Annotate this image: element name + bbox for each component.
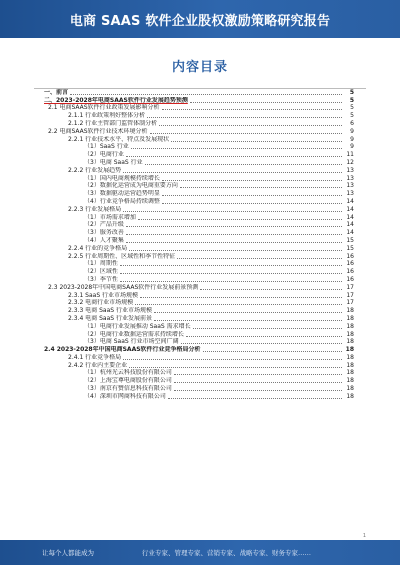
toc-entry-page: 18: [346, 361, 354, 369]
table-of-contents: [30, 88, 354, 400]
toc-entry[interactable]: [30, 361, 354, 369]
toc-entry[interactable]: [30, 275, 354, 283]
toc-leader-dots: [145, 159, 342, 165]
toc-entry-page: 5: [350, 104, 354, 112]
toc-entry-label: （2）上海宝尊电商股份有限公司: [84, 377, 172, 385]
footer-tagline: 行业专家、管理专家、营销专家、战略专家、财务专家……: [142, 549, 311, 557]
toc-leader-dots: [140, 292, 342, 298]
toc-entry[interactable]: [30, 252, 354, 260]
toc-entry-page: 14: [346, 229, 354, 237]
toc-leader-dots: [171, 136, 342, 142]
toc-entry[interactable]: [30, 119, 354, 127]
toc-entry[interactable]: [30, 306, 354, 314]
toc-entry-page: 16: [346, 268, 354, 276]
toc-entry-label: 2.4 2023-2028年中国电商SAAS软件行业竞争格局分析: [44, 346, 201, 354]
report-title: 电商 SAAS 软件企业股权激励策略研究报告: [69, 13, 331, 29]
toc-entry[interactable]: [30, 174, 354, 182]
toc-entry-label: 2.2.4 行业的竞争格局: [68, 244, 128, 252]
toc-entry-page: 13: [346, 174, 354, 182]
toc-entry-label: 2.3 2023-2028年中国电商SAAS软件行业发展前景预测: [48, 283, 199, 291]
toc-entry-label: 2.3.1 SaaS 行业市场规模: [68, 291, 139, 299]
toc-entry[interactable]: [30, 213, 354, 221]
toc-leader-dots: [126, 237, 342, 243]
toc-leader-dots: [147, 112, 342, 118]
toc-leader-dots: [174, 377, 342, 383]
toc-entry[interactable]: [30, 166, 354, 174]
toc-leader-dots: [123, 354, 342, 360]
toc-entry[interactable]: [30, 143, 354, 151]
toc-entry-label: （1）国内电商规模持续增长: [84, 174, 160, 182]
toc-leader-dots: [154, 315, 342, 321]
toc-entry-label: （3）季节性: [84, 275, 118, 283]
toc-entry-label: （3）电商 SaaS 行业市场空间广阔: [84, 338, 179, 346]
toc-entry-label: 2.1 电商SAAS软件行业政策发展影响分析: [48, 104, 160, 112]
toc-entry-page: 18: [346, 322, 354, 330]
toc-entry-label: （2）电商行业数据运营需求持续增长: [84, 330, 184, 338]
toc-leader-dots: [123, 167, 342, 173]
toc-entry-page: 5: [349, 96, 354, 104]
toc-entry-label: （2）数据化运营成为电商重要方向: [84, 182, 178, 190]
toc-leader-dots: [200, 284, 342, 290]
toc-entry-page: 18: [346, 338, 354, 346]
toc-entry-page: 16: [346, 275, 354, 283]
toc-entry[interactable]: [30, 322, 354, 330]
toc-entry[interactable]: [30, 291, 354, 299]
toc-entry-label: （2）区域性: [84, 268, 118, 276]
toc-leader-dots: [159, 120, 342, 126]
toc-leader-dots: [150, 128, 342, 134]
toc-entry-page: 5: [349, 88, 354, 96]
toc-entry-page: 18: [346, 353, 354, 361]
toc-entry-page: 16: [346, 252, 354, 260]
toc-entry[interactable]: [30, 189, 354, 197]
toc-entry-page: 14: [346, 197, 354, 205]
toc-entry[interactable]: [30, 345, 354, 353]
toc-leader-dots: [154, 307, 342, 313]
toc-entry[interactable]: [30, 338, 354, 346]
toc-entry-page: 17: [346, 291, 354, 299]
toc-entry-page: 5: [350, 112, 354, 120]
toc-entry-label: 2.1.2 行业主管部门监管体制分析: [68, 119, 158, 127]
toc-leader-dots: [129, 362, 342, 368]
toc-leader-dots: [186, 331, 342, 337]
toc-entry-page: 17: [346, 299, 354, 307]
toc-entry[interactable]: [30, 384, 354, 392]
toc-entry-page: 18: [346, 330, 354, 338]
toc-entry-label: （4）人才聚集: [84, 236, 124, 244]
toc-entry-label: 2.1.1 行业政策利好整体分析: [68, 112, 146, 120]
toc-entry-page: 15: [346, 236, 354, 244]
toc-entry-page: 18: [346, 392, 354, 400]
toc-entry-label: 2.2 电商SAAS软件行业技术环境分析: [48, 127, 148, 135]
toc-entry[interactable]: [30, 244, 354, 252]
toc-entry-page: 13: [346, 182, 354, 190]
toc-leader-dots: [126, 221, 342, 227]
toc-entry[interactable]: [30, 96, 354, 104]
toc-entry-page: 11: [346, 151, 354, 159]
toc-entry[interactable]: [30, 197, 354, 205]
toc-leader-dots: [129, 245, 342, 251]
toc-entry[interactable]: [30, 111, 354, 119]
toc-entry-page: 14: [346, 205, 354, 213]
toc-leader-dots: [120, 276, 342, 282]
toc-leader-dots: [162, 104, 342, 110]
toc-leader-dots: [70, 89, 342, 95]
toc-entry-label: （3）数据驱动运营趋势明显: [84, 190, 160, 198]
toc-leader-dots: [203, 346, 342, 352]
toc-leader-dots: [180, 182, 342, 188]
toc-leader-dots: [126, 229, 342, 235]
toc-entry-label: （4）行业竞争格局持续调整: [84, 197, 160, 205]
toc-entry-label: 2.2.2 行业发展趋势: [68, 166, 122, 174]
toc-leader-dots: [120, 260, 342, 266]
toc-leader-dots: [162, 175, 342, 181]
toc-entry-label: （1）市场需求增加: [84, 213, 136, 221]
toc-leader-dots: [162, 198, 342, 204]
toc-entry-label: （1）杭州光云科技股份有限公司: [84, 369, 172, 377]
toc-entry[interactable]: [30, 353, 354, 361]
footer-band: [0, 540, 400, 565]
toc-entry-page: 12: [346, 158, 354, 166]
toc-entry-page: 9: [350, 135, 354, 143]
toc-entry[interactable]: [30, 135, 354, 143]
toc-leader-dots: [181, 338, 342, 344]
toc-entry-page: 6: [350, 119, 354, 127]
toc-entry-label: （3）电商 SaaS 行业: [84, 158, 143, 166]
toc-entry-page: 18: [346, 369, 354, 377]
toc-entry-page: 14: [346, 213, 354, 221]
toc-entry-page: 18: [345, 346, 354, 354]
toc-entry[interactable]: [30, 104, 354, 112]
toc-entry-label: （2）电商行业: [84, 151, 124, 159]
toc-entry-label: 2.4.2 行业内主要企业: [68, 361, 128, 369]
toc-heading: 内容目录: [171, 60, 228, 75]
toc-entry-page: 17: [346, 283, 354, 291]
toc-entry-page: 13: [346, 166, 354, 174]
toc-entry[interactable]: [30, 205, 354, 213]
toc-entry[interactable]: [30, 221, 354, 229]
toc-entry-label: （2）产品升级: [84, 221, 124, 229]
toc-entry-page: 18: [346, 307, 354, 315]
toc-leader-dots: [174, 385, 342, 391]
toc-entry-page: 13: [346, 190, 354, 198]
toc-entry[interactable]: [30, 267, 354, 275]
toc-entry-label: 2.3.2 电商行业市场规模: [68, 299, 134, 307]
toc-entry[interactable]: [30, 392, 354, 400]
toc-entry-page: 14: [346, 221, 354, 229]
page-number: 1: [362, 533, 366, 539]
toc-entry[interactable]: [30, 260, 354, 268]
toc-entry-label: 2.2.3 行业发展格局: [68, 205, 122, 213]
toc-entry[interactable]: [30, 376, 354, 384]
toc-leader-dots: [126, 151, 342, 157]
toc-entry[interactable]: [30, 236, 354, 244]
toc-leader-dots: [120, 268, 342, 274]
toc-entry-label: （1）电商行业发展推动 SaaS 需求增长: [84, 322, 191, 330]
toc-entry-label: 2.3.3 电商 SaaS 行业市场规模: [68, 307, 152, 315]
toc-entry-label: 2.4.1 行业竞争格局: [68, 353, 122, 361]
toc-leader-dots: [177, 253, 342, 259]
toc-entry-label: 2.3.4 电商 SaaS 行业发展前景: [68, 314, 152, 322]
toc-leader-dots: [135, 299, 342, 305]
toc-entry[interactable]: [30, 158, 354, 166]
toc-leader-dots: [138, 214, 342, 220]
toc-leader-dots: [168, 393, 342, 399]
toc-entry-page: 18: [346, 377, 354, 385]
toc-entry[interactable]: [30, 330, 354, 338]
toc-entry-label: （1）周期性: [84, 260, 118, 268]
toc-entry[interactable]: [30, 150, 354, 158]
toc-leader-dots: [190, 97, 342, 103]
toc-leader-dots: [123, 206, 342, 212]
toc-entry-page: 9: [350, 127, 354, 135]
toc-entry-label: （3）服务改善: [84, 229, 124, 237]
toc-leader-dots: [131, 143, 342, 149]
toc-entry-label: 二、2023-2028年电商SAAS软件行业发展趋势预测: [44, 96, 188, 104]
toc-entry-page: 15: [346, 244, 354, 252]
toc-entry-label: （4）深圳市网商科技有限公司: [84, 392, 166, 400]
toc-entry-label: （1）SaaS 行业: [84, 143, 129, 151]
toc-entry[interactable]: [30, 182, 354, 190]
toc-leader-dots: [193, 323, 342, 329]
toc-entry-label: 一、前言: [44, 88, 69, 96]
toc-entry-label: （3）南京有赞信息科技有限公司: [84, 385, 172, 393]
toc-leader-dots: [174, 369, 342, 375]
toc-entry-page: 9: [350, 143, 354, 151]
toc-entry[interactable]: [30, 299, 354, 307]
toc-entry-page: 16: [346, 260, 354, 268]
toc-entry[interactable]: [30, 314, 354, 322]
toc-entry[interactable]: [30, 127, 354, 135]
toc-entry[interactable]: [30, 369, 354, 377]
toc-entry-page: 18: [346, 385, 354, 393]
toc-entry-label: 2.2.1 行业技术水平、特点及发展现状: [68, 135, 170, 143]
toc-entry[interactable]: [30, 228, 354, 236]
header-band: [0, 0, 400, 38]
footer-slogan: 让每个人都能成为: [42, 549, 94, 557]
toc-entry-page: 18: [346, 314, 354, 322]
toc-leader-dots: [162, 190, 342, 196]
toc-entry[interactable]: [30, 283, 354, 291]
toc-entry-label: 2.2.5 行业周期性、区域性和季节性特征: [68, 252, 176, 260]
toc-entry[interactable]: [30, 88, 354, 96]
